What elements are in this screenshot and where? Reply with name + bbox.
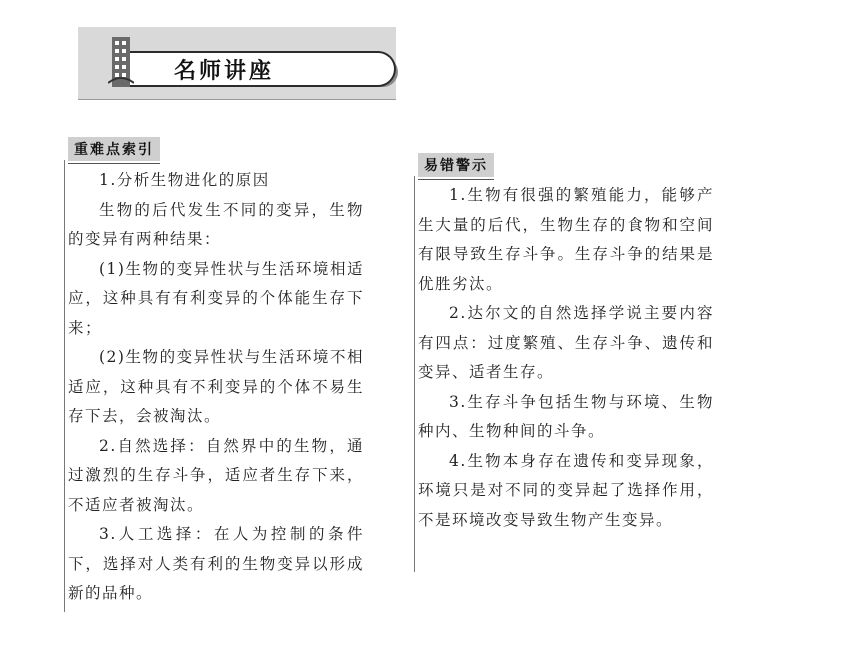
left-paragraph: (1)生物的变异性状与生活环境相适应，这种具有有利变异的个体能生存下来； <box>68 259 364 337</box>
building-icon <box>108 33 134 91</box>
left-section-heading: 重难点索引 <box>68 137 160 161</box>
left-column <box>68 166 364 609</box>
left-paragraph: (2)生物的变异性状与生活环境不相适应，这种具有不利变异的个体不易生存下去，会被淘汰。 <box>68 348 364 425</box>
right-section-heading: 易错警示 <box>418 153 494 177</box>
left-paragraph: 生物的后代发生不同的变异，生物的变异有两种结果： <box>68 200 364 248</box>
right-paragraph: 1.生物有很强的繁殖能力，能够产生大量的后代，生物生存的食物和空间有限导致生存斗争。生存斗争的结果是优胜劣汰。 <box>418 186 714 293</box>
right-paragraph: 4.生物本身存在遗传和变异现象，环境只是对不同的变异起了选择作用，不是环境改变导致生物产生变异。 <box>418 451 714 529</box>
right-column <box>418 181 714 535</box>
left-paragraph: 3.人工选择：在人为控制的条件下，选择对人类有利的生物变异以形成新的品种。 <box>68 525 364 602</box>
right-divider <box>414 176 415 572</box>
left-paragraph: 1.分析生物进化的原因 <box>99 171 270 189</box>
right-paragraph: 3.生存斗争包括生物与环境、生物种内、生物种间的斗争。 <box>418 392 714 440</box>
banner-title: 名师讲座 <box>174 59 275 84</box>
banner-underline <box>78 99 396 100</box>
right-paragraph: 2.达尔文的自然选择学说主要内容有四点：过度繁殖、生存斗争、遗传和变异、适者生存。 <box>418 304 714 381</box>
left-paragraph: 2.自然选择：自然界中的生物，通过激烈的生存斗争，适应者生存下来，不适应者被淘汰。 <box>68 436 364 514</box>
left-divider <box>64 160 65 612</box>
lecture-banner <box>78 27 396 99</box>
